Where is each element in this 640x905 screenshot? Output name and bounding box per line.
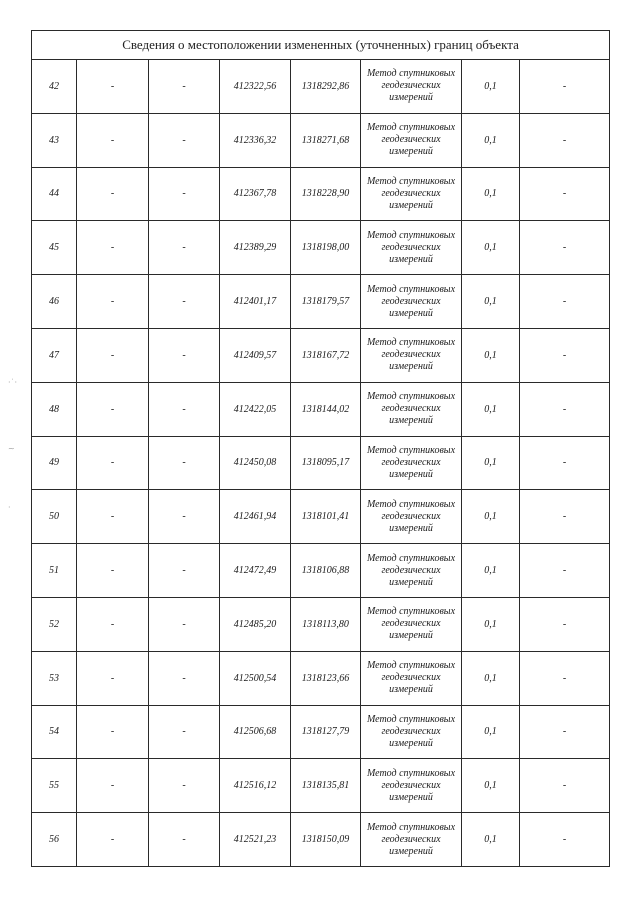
- new-y-cell: 1318179,57: [291, 275, 361, 329]
- new-x-cell: 412389,29: [220, 221, 291, 275]
- method-cell: Метод спутниковых геодезических измерений: [361, 113, 462, 167]
- old-y-cell: -: [149, 813, 220, 867]
- accuracy-cell: 0,1: [462, 759, 520, 813]
- point-number-cell: 48: [32, 382, 77, 436]
- accuracy-cell: 0,1: [462, 544, 520, 598]
- method-cell: Метод спутниковых геодезических измерений: [361, 759, 462, 813]
- old-y-cell: -: [149, 167, 220, 221]
- method-cell: Метод спутниковых геодезических измерений: [361, 167, 462, 221]
- point-number-cell: 55: [32, 759, 77, 813]
- old-y-cell: -: [149, 705, 220, 759]
- accuracy-cell: 0,1: [462, 382, 520, 436]
- new-x-cell: 412401,17: [220, 275, 291, 329]
- new-x-cell: 412516,12: [220, 759, 291, 813]
- new-x-cell: 412367,78: [220, 167, 291, 221]
- accuracy-cell: 0,1: [462, 490, 520, 544]
- accuracy-cell: 0,1: [462, 597, 520, 651]
- table-row: [32, 382, 610, 436]
- old-y-cell: -: [149, 60, 220, 114]
- table-row: [32, 60, 610, 114]
- new-y-cell: 1318123,66: [291, 651, 361, 705]
- new-x-cell: 412450,08: [220, 436, 291, 490]
- old-x-cell: -: [77, 597, 149, 651]
- method-cell: Метод спутниковых геодезических измерений: [361, 221, 462, 275]
- point-description-cell: -: [520, 328, 610, 382]
- table-row: [32, 544, 610, 598]
- method-cell: Метод спутниковых геодезических измерений: [361, 705, 462, 759]
- point-description-cell: -: [520, 275, 610, 329]
- table-row: [32, 651, 610, 705]
- old-y-cell: -: [149, 113, 220, 167]
- point-description-cell: -: [520, 705, 610, 759]
- method-cell: Метод спутниковых геодезических измерений: [361, 544, 462, 598]
- new-y-cell: 1318106,88: [291, 544, 361, 598]
- accuracy-cell: 0,1: [462, 275, 520, 329]
- new-y-cell: 1318144,02: [291, 382, 361, 436]
- new-y-cell: 1318113,80: [291, 597, 361, 651]
- method-cell: Метод спутниковых геодезических измерений: [361, 328, 462, 382]
- method-cell: Метод спутниковых геодезических измерений: [361, 490, 462, 544]
- point-description-cell: -: [520, 490, 610, 544]
- table-row: [32, 436, 610, 490]
- old-y-cell: -: [149, 490, 220, 544]
- new-y-cell: 1318095,17: [291, 436, 361, 490]
- point-description-cell: -: [520, 167, 610, 221]
- old-x-cell: -: [77, 813, 149, 867]
- accuracy-cell: 0,1: [462, 328, 520, 382]
- point-number-cell: 54: [32, 705, 77, 759]
- point-description-cell: -: [520, 382, 610, 436]
- old-x-cell: -: [77, 113, 149, 167]
- point-description-cell: -: [520, 436, 610, 490]
- new-x-cell: 412461,94: [220, 490, 291, 544]
- point-number-cell: 47: [32, 328, 77, 382]
- point-number-cell: 46: [32, 275, 77, 329]
- old-x-cell: -: [77, 221, 149, 275]
- method-cell: Метод спутниковых геодезических измерений: [361, 436, 462, 490]
- point-description-cell: -: [520, 759, 610, 813]
- point-number-cell: 50: [32, 490, 77, 544]
- old-y-cell: -: [149, 275, 220, 329]
- old-x-cell: -: [77, 651, 149, 705]
- old-y-cell: -: [149, 651, 220, 705]
- table-row: [32, 328, 610, 382]
- boundary-coordinates-table: [31, 30, 610, 867]
- point-number-cell: 53: [32, 651, 77, 705]
- table-row: [32, 275, 610, 329]
- old-x-cell: -: [77, 328, 149, 382]
- point-number-cell: 56: [32, 813, 77, 867]
- scan-artifact-mark: ·˙·: [8, 378, 18, 387]
- old-x-cell: -: [77, 436, 149, 490]
- new-y-cell: 1318101,41: [291, 490, 361, 544]
- accuracy-cell: 0,1: [462, 436, 520, 490]
- point-number-cell: 44: [32, 167, 77, 221]
- point-description-cell: -: [520, 113, 610, 167]
- old-y-cell: -: [149, 436, 220, 490]
- accuracy-cell: 0,1: [462, 113, 520, 167]
- new-y-cell: 1318135,81: [291, 759, 361, 813]
- new-x-cell: 412422,05: [220, 382, 291, 436]
- method-cell: Метод спутниковых геодезических измерений: [361, 382, 462, 436]
- point-description-cell: -: [520, 544, 610, 598]
- point-number-cell: 49: [32, 436, 77, 490]
- accuracy-cell: 0,1: [462, 705, 520, 759]
- new-x-cell: 412409,57: [220, 328, 291, 382]
- new-y-cell: 1318271,68: [291, 113, 361, 167]
- new-x-cell: 412506,68: [220, 705, 291, 759]
- accuracy-cell: 0,1: [462, 813, 520, 867]
- old-x-cell: -: [77, 382, 149, 436]
- new-y-cell: 1318198,00: [291, 221, 361, 275]
- old-y-cell: -: [149, 221, 220, 275]
- point-description-cell: -: [520, 813, 610, 867]
- point-description-cell: -: [520, 651, 610, 705]
- new-x-cell: 412500,54: [220, 651, 291, 705]
- table-row: [32, 113, 610, 167]
- new-x-cell: 412485,20: [220, 597, 291, 651]
- old-y-cell: -: [149, 759, 220, 813]
- table-caption-row: [32, 31, 610, 60]
- table-row: [32, 221, 610, 275]
- new-x-cell: 412336,32: [220, 113, 291, 167]
- table-row: [32, 597, 610, 651]
- new-x-cell: 412322,56: [220, 60, 291, 114]
- old-x-cell: -: [77, 167, 149, 221]
- method-cell: Метод спутниковых геодезических измерений: [361, 597, 462, 651]
- method-cell: Метод спутниковых геодезических измерений: [361, 813, 462, 867]
- new-x-cell: 412521,23: [220, 813, 291, 867]
- accuracy-cell: 0,1: [462, 221, 520, 275]
- accuracy-cell: 0,1: [462, 651, 520, 705]
- point-description-cell: -: [520, 221, 610, 275]
- new-y-cell: 1318292,86: [291, 60, 361, 114]
- old-y-cell: -: [149, 328, 220, 382]
- point-number-cell: 45: [32, 221, 77, 275]
- table-row: [32, 167, 610, 221]
- point-number-cell: 52: [32, 597, 77, 651]
- table-row: [32, 705, 610, 759]
- new-y-cell: 1318228,90: [291, 167, 361, 221]
- old-y-cell: -: [149, 382, 220, 436]
- point-number-cell: 42: [32, 60, 77, 114]
- scan-artifact-mark: ~: [8, 444, 15, 453]
- table-row: [32, 490, 610, 544]
- point-number-cell: 51: [32, 544, 77, 598]
- old-x-cell: -: [77, 705, 149, 759]
- method-cell: Метод спутниковых геодезических измерений: [361, 651, 462, 705]
- accuracy-cell: 0,1: [462, 60, 520, 114]
- scan-artifact-mark: ·: [8, 503, 11, 512]
- table-caption: Сведения о местоположении измененных (уточненных) границ объекта: [32, 31, 610, 60]
- old-x-cell: -: [77, 60, 149, 114]
- table-row: [32, 813, 610, 867]
- new-y-cell: 1318150,09: [291, 813, 361, 867]
- old-x-cell: -: [77, 275, 149, 329]
- table-row: [32, 759, 610, 813]
- accuracy-cell: 0,1: [462, 167, 520, 221]
- new-y-cell: 1318127,79: [291, 705, 361, 759]
- point-description-cell: -: [520, 597, 610, 651]
- old-x-cell: -: [77, 544, 149, 598]
- point-number-cell: 43: [32, 113, 77, 167]
- new-y-cell: 1318167,72: [291, 328, 361, 382]
- method-cell: Метод спутниковых геодезических измерений: [361, 60, 462, 114]
- old-y-cell: -: [149, 597, 220, 651]
- old-y-cell: -: [149, 544, 220, 598]
- new-x-cell: 412472,49: [220, 544, 291, 598]
- old-x-cell: -: [77, 490, 149, 544]
- old-x-cell: -: [77, 759, 149, 813]
- point-description-cell: -: [520, 60, 610, 114]
- method-cell: Метод спутниковых геодезических измерений: [361, 275, 462, 329]
